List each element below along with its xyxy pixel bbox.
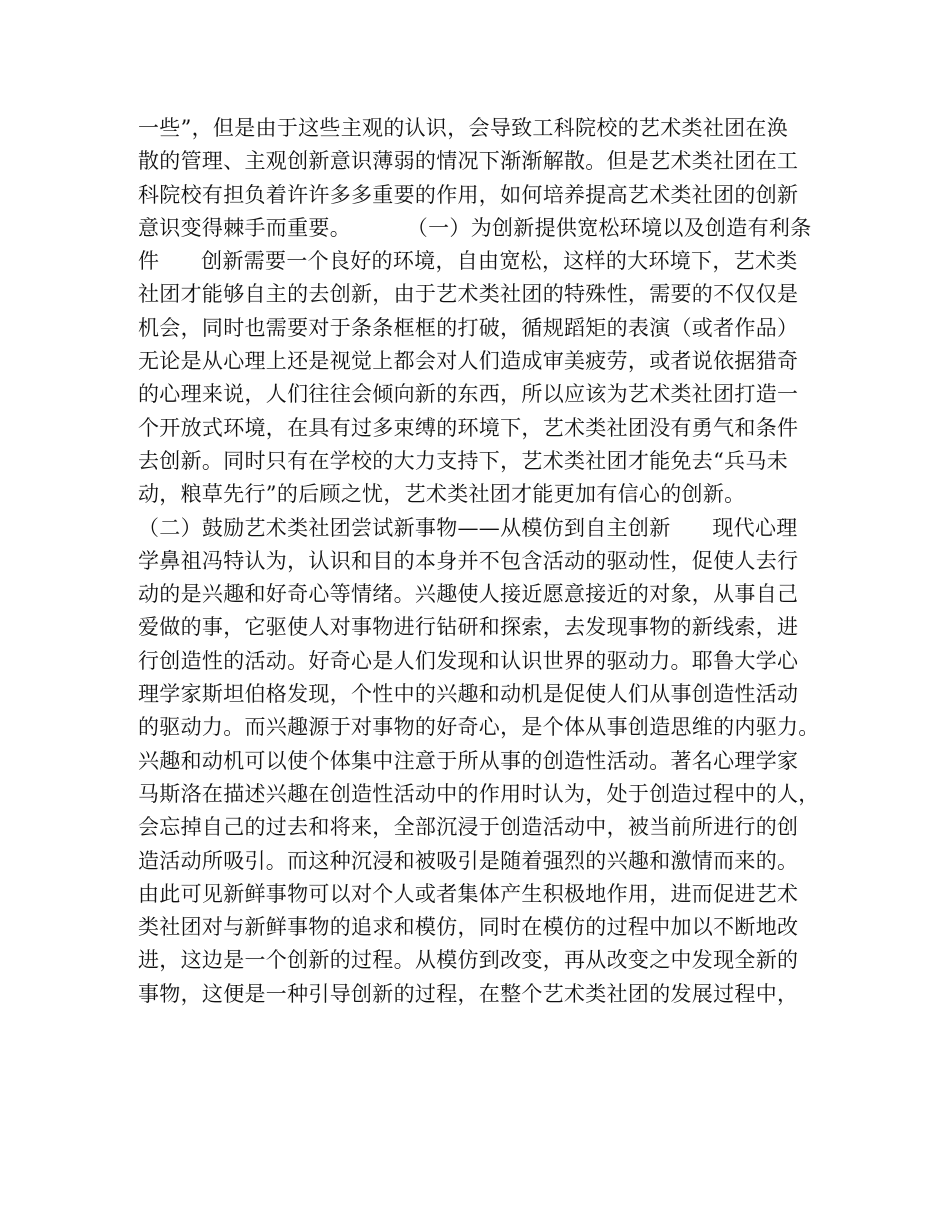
text-line: 事物，这便是一种引导创新的过程，在整个艺术类社团的发展过程中，	[138, 981, 799, 1006]
text-line: 科院校有担负着许许多多重要的作用，如何培养提高艺术类社团的创新	[138, 182, 799, 207]
text-line: 的驱动力。而兴趣源于对事物的好奇心，是个体从事创造思维的内驱力。	[138, 715, 820, 740]
text-line: 会忘掉自己的过去和将来，全部沉浸于创造活动中，被当前所进行的创	[138, 815, 799, 840]
text-line: 件 创新需要一个良好的环境，自由宽松，这样的大环境下，艺术类	[138, 249, 798, 274]
text-line: （二）鼓励艺术类社团尝试新事物——从模仿到自主创新 现代心理	[138, 515, 798, 540]
text-line: 学鼻祖冯特认为，认识和目的本身并不包含活动的驱动性，促使人去行	[138, 548, 799, 573]
text-line: 散的管理、主观创新意识薄弱的情况下渐渐解散。但是艺术类社团在工	[138, 149, 799, 174]
text-line: 造活动所吸引。而这种沉浸和被吸引是随着强烈的兴趣和激情而来的。	[138, 848, 799, 873]
text-line: 个开放式环境，在具有过多束缚的环境下，艺术类社团没有勇气和条件	[138, 415, 799, 440]
text-line: 行创造性的活动。好奇心是人们发现和认识世界的驱动力。耶鲁大学心	[138, 648, 799, 673]
text-line: 进，这边是一个创新的过程。从模仿到改变，再从改变之中发现全新的	[138, 948, 799, 973]
text-line: 的心理来说，人们往往会倾向新的东西，所以应该为艺术类社团打造一	[138, 382, 799, 407]
text-line: 去创新。同时只有在学校的大力支持下，艺术类社团才能免去“兵马未	[138, 448, 789, 473]
text-line: 理学家斯坦伯格发现，个性中的兴趣和动机是促使人们从事创造性活动	[138, 682, 799, 707]
text-line: 动，粮草先行”的后顾之忧，艺术类社团才能更加有信心的创新。	[138, 482, 746, 507]
text-line: 无论是从心理上还是视觉上都会对人们造成审美疲劳，或者说依据猎奇	[138, 349, 799, 374]
text-line: 类社团对与新鲜事物的追求和模仿，同时在模仿的过程中加以不断地改	[138, 915, 799, 940]
text-line: 一些”，但是由于这些主观的认识，会导致工科院校的艺术类社团在涣	[138, 116, 789, 140]
text-line: 社团才能够自主的去创新，由于艺术类社团的特殊性，需要的不仅仅是	[138, 282, 799, 307]
text-line: 动的是兴趣和好奇心等情绪。兴趣使人接近愿意接近的对象，从事自己	[138, 582, 799, 607]
text-line: 爱做的事，它驱使人对事物进行钻研和探索，去发现事物的新线索，进	[138, 615, 799, 640]
text-line: 由此可见新鲜事物可以对个人或者集体产生积极地作用，进而促进艺术	[138, 881, 799, 906]
text-line: 意识变得棘手而重要。 （一）为创新提供宽松环境以及创造有利条	[138, 215, 812, 240]
body-text	[138, 112, 818, 1011]
text-line: 机会，同时也需要对于条条框框的打破，循规蹈矩的表演（或者作品）	[138, 315, 799, 340]
text-line: 马斯洛在描述兴趣在创造性活动中的作用时认为，处于创造过程中的人，	[138, 781, 820, 806]
text-line: 兴趣和动机可以使个体集中注意于所从事的创造性活动。著名心理学家	[138, 748, 799, 773]
